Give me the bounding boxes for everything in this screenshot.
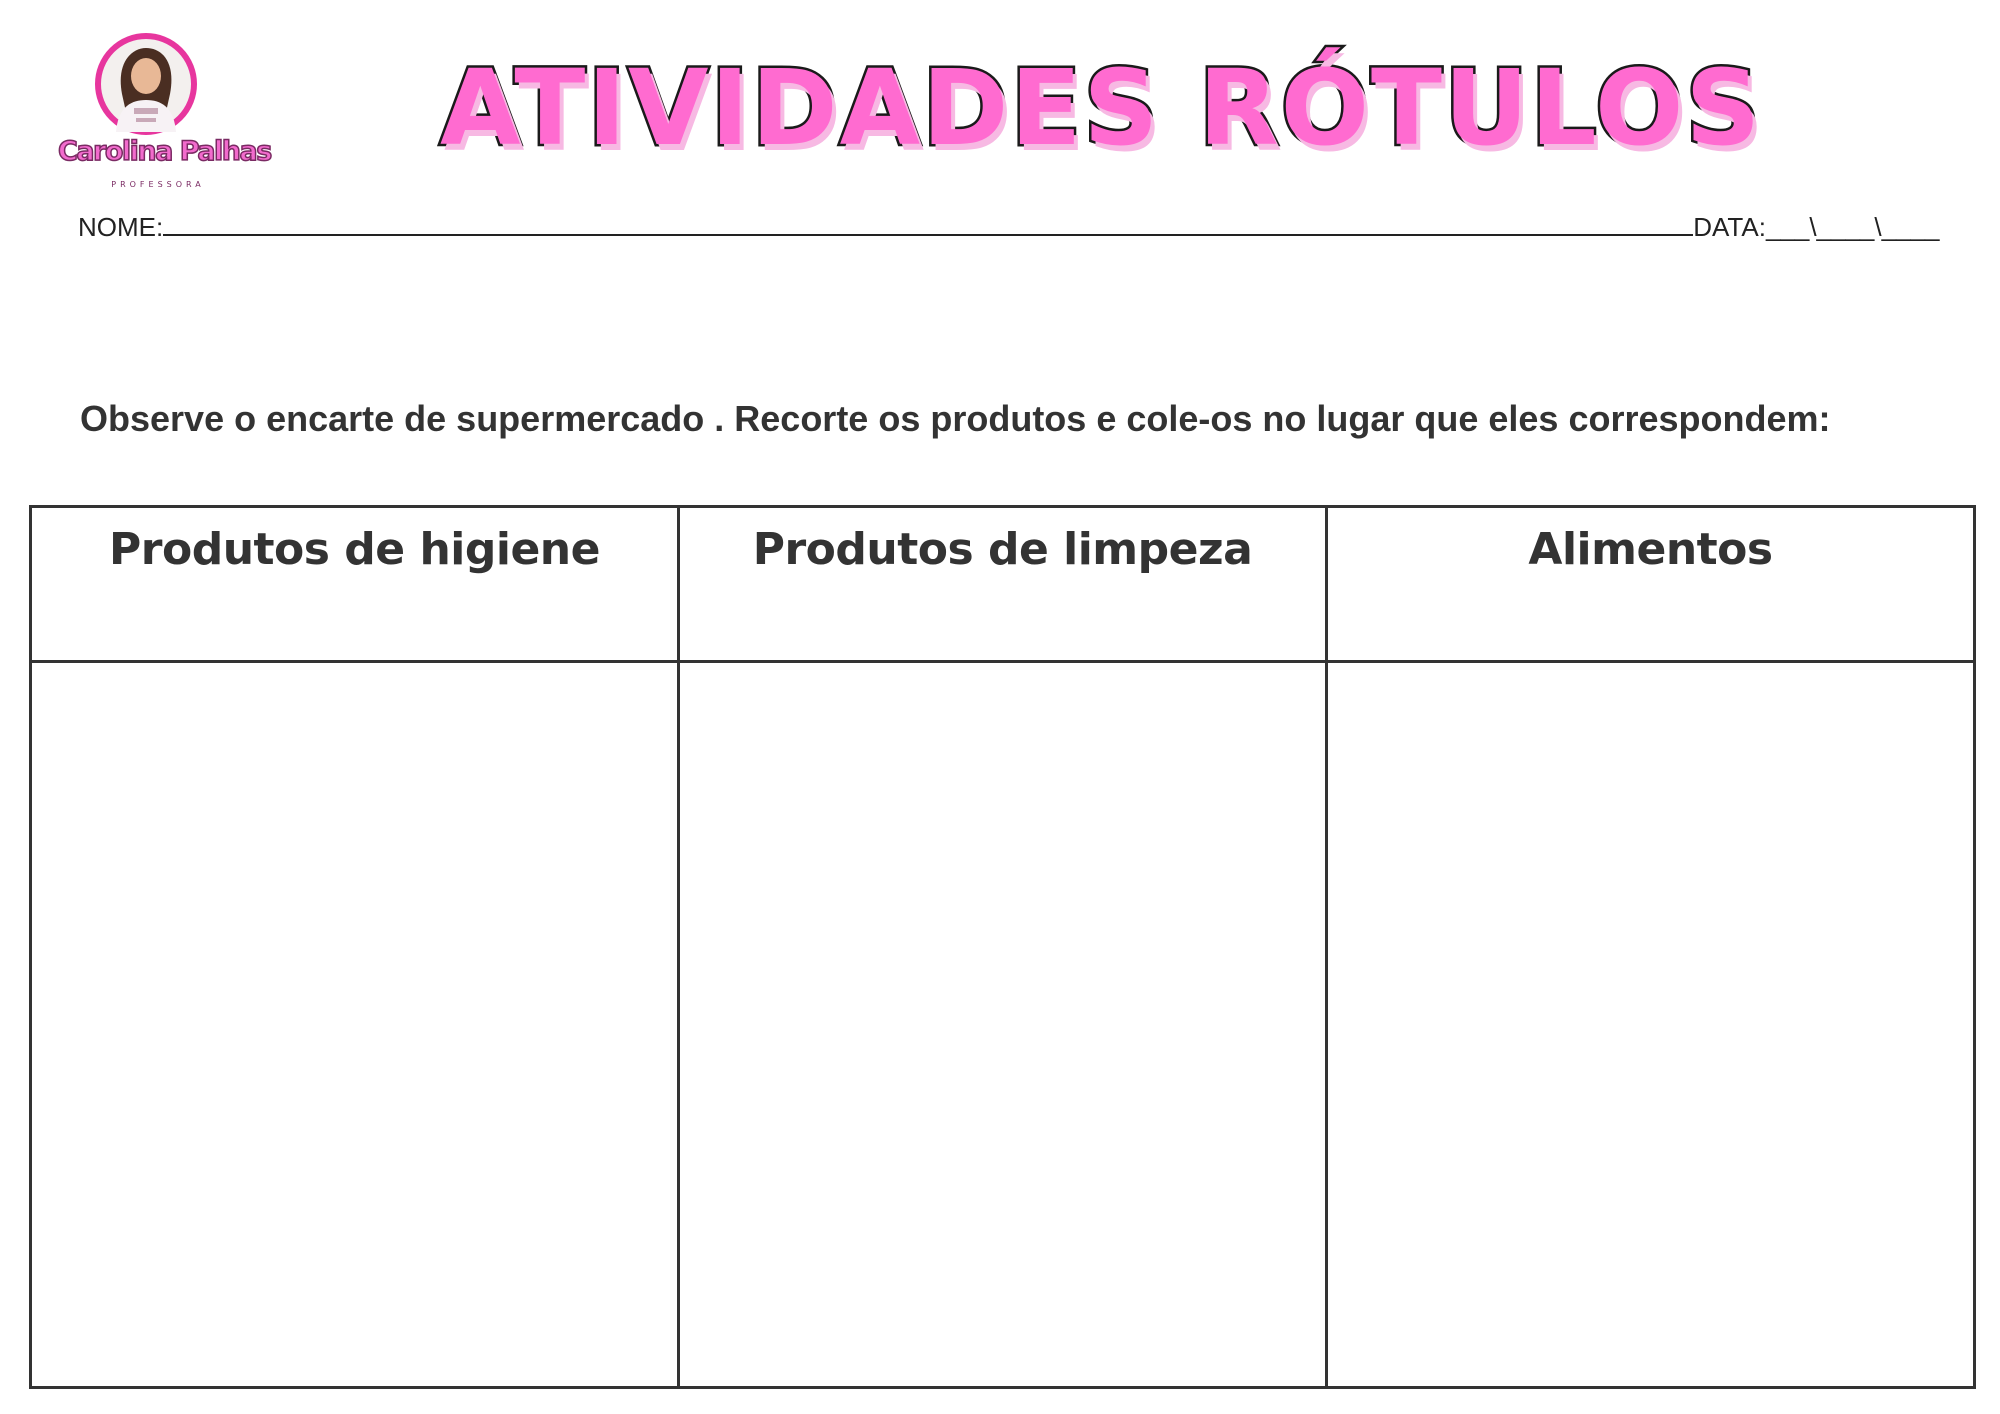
paste-area-food[interactable] [1327, 662, 1975, 1388]
date-label: DATA:___\____\____ [1693, 212, 1940, 242]
name-field[interactable] [163, 214, 1693, 236]
logo-name: Carolina Palhas [58, 136, 271, 167]
column-header-cleaning: Produtos de limpeza [679, 507, 1327, 662]
sorting-table [29, 505, 1976, 1389]
page-title: ATIVIDADES RÓTULOS [440, 47, 1763, 169]
name-date-line [78, 212, 1939, 243]
table-row [31, 662, 1975, 1388]
teacher-portrait-icon [94, 32, 198, 136]
instruction-text: Observe o encarte de supermercado . Recorte os produtos e cole-os no lugar que eles correspondem: [80, 398, 1831, 439]
paste-area-hygiene[interactable] [31, 662, 679, 1388]
table-header-row [31, 507, 1975, 662]
name-label: NOME: [78, 212, 164, 242]
paste-area-cleaning[interactable] [679, 662, 1327, 1388]
teacher-logo [58, 32, 271, 197]
column-header-hygiene: Produtos de higiene [31, 507, 679, 662]
column-header-food: Alimentos [1327, 507, 1975, 662]
logo-subtitle: PROFESSORA [111, 180, 205, 189]
